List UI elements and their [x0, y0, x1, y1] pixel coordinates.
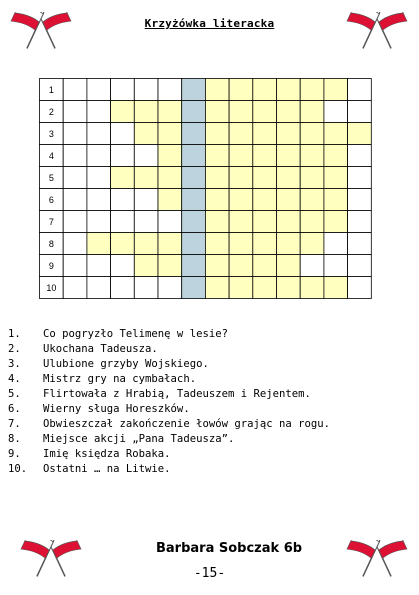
- crossword-cell: [253, 101, 277, 123]
- crossword-cell: [111, 123, 135, 145]
- question-item: [8, 402, 330, 417]
- crossword-cell: [277, 189, 301, 211]
- crossword-cell: [229, 189, 253, 211]
- key-column-cell: [182, 233, 206, 255]
- crossword-cell: [229, 277, 253, 299]
- row-label: 1: [48, 85, 54, 95]
- crossword-cell: [253, 145, 277, 167]
- row-label: 2: [48, 107, 54, 117]
- crossword-cell: [229, 101, 253, 123]
- crossword-cell: [348, 167, 372, 189]
- crossword-cell: [63, 167, 87, 189]
- crossword-cell: [134, 79, 158, 101]
- crossword-cell: [134, 255, 158, 277]
- question-text: Ulubione grzyby Wojskiego.: [43, 358, 209, 370]
- crossword-cell: [253, 189, 277, 211]
- crossword-cell: [111, 255, 135, 277]
- crossword-cell: [111, 211, 135, 233]
- key-column-cell: [182, 211, 206, 233]
- crossword-cell: [111, 101, 135, 123]
- crossword-cell: [253, 277, 277, 299]
- crossword-cell: [205, 233, 229, 255]
- crossword-cell: [205, 255, 229, 277]
- crossword-cell: [158, 123, 182, 145]
- crossword-cell: [277, 145, 301, 167]
- crossword-cell: [134, 167, 158, 189]
- crossword-cell: [158, 167, 182, 189]
- question-item: [8, 357, 330, 372]
- question-number: 8.: [8, 433, 21, 445]
- crossword-cell: [300, 211, 324, 233]
- question-text: Mistrz gry na cymbałach.: [43, 373, 197, 385]
- crossword-cell: [253, 255, 277, 277]
- question-item: [8, 417, 330, 432]
- crossword-cell: [87, 211, 111, 233]
- crossword-cell: [348, 123, 372, 145]
- crossword-cell: [324, 79, 348, 101]
- question-text: Flirtowała z Hrabią, Tadeuszem i Rejentem.: [43, 388, 311, 400]
- crossword-cell: [134, 233, 158, 255]
- crossword-cell: [63, 123, 87, 145]
- crossword-cell: [348, 255, 372, 277]
- key-column-cell: [182, 167, 206, 189]
- crossword-cell: [158, 101, 182, 123]
- crossword-cell: [63, 277, 87, 299]
- crossword-cell: [324, 101, 348, 123]
- crossword-cell: [158, 277, 182, 299]
- crossword-cell: [63, 211, 87, 233]
- crossword-cell: [134, 101, 158, 123]
- crossword-cell: [277, 101, 301, 123]
- question-text: Imię księdza Robaka.: [43, 448, 171, 460]
- question-item: [8, 432, 330, 447]
- crossword-cell: [87, 101, 111, 123]
- crossword-cell: [324, 123, 348, 145]
- question-item: [8, 327, 330, 342]
- crossword-cell: [158, 233, 182, 255]
- crossword-cell: [87, 233, 111, 255]
- question-number: 9.: [8, 448, 21, 460]
- crossword-cell: [229, 233, 253, 255]
- crossword-cell: [134, 123, 158, 145]
- question-text: Miejsce akcji „Pana Tadeusza”.: [43, 433, 235, 445]
- crossword-cell: [158, 255, 182, 277]
- question-number: 2.: [8, 343, 21, 355]
- crossword-cell: [63, 145, 87, 167]
- crossword-cell: [63, 233, 87, 255]
- question-text: Obwieszczał zakończenie łowów grając na rogu.: [43, 418, 331, 430]
- crossword-cell: [205, 79, 229, 101]
- crossword-cell: [134, 189, 158, 211]
- question-item: [8, 387, 330, 402]
- crossword-cell: [277, 255, 301, 277]
- crossword-cell: [324, 167, 348, 189]
- key-column-cell: [182, 123, 206, 145]
- crossword-cell: [111, 277, 135, 299]
- crossword-cell: [205, 123, 229, 145]
- crossword-cell: [253, 233, 277, 255]
- row-label: 8: [48, 239, 54, 249]
- crossword-cell: [87, 79, 111, 101]
- crossword-cell: [87, 277, 111, 299]
- row-label: 7: [48, 217, 54, 227]
- crossword-cell: [348, 277, 372, 299]
- crossword-cell: [348, 79, 372, 101]
- page-title: Krzyżówka literacka: [144, 17, 275, 30]
- question-number: 1.: [8, 328, 21, 340]
- crossword-cell: [111, 189, 135, 211]
- key-column-cell: [182, 277, 206, 299]
- crossword-cell: [205, 189, 229, 211]
- key-column-cell: [182, 79, 206, 101]
- crossword-cell: [348, 101, 372, 123]
- crossword-cell: [277, 79, 301, 101]
- crossword-cell: [229, 167, 253, 189]
- crossword-cell: [324, 233, 348, 255]
- crossword-cell: [229, 123, 253, 145]
- question-item: [8, 342, 330, 357]
- crossword-cell: [348, 145, 372, 167]
- question-text: Ukochana Tadeusza.: [43, 343, 158, 355]
- crossword-cell: [300, 123, 324, 145]
- crossword-cell: [63, 189, 87, 211]
- crossword-cell: [158, 211, 182, 233]
- crossword-cell: [87, 145, 111, 167]
- crossword-cell: [348, 211, 372, 233]
- crossword-cell: [205, 211, 229, 233]
- key-column-cell: [182, 255, 206, 277]
- row-label: 9: [48, 261, 54, 271]
- crossword-cell: [253, 123, 277, 145]
- crossword-cell: [253, 211, 277, 233]
- crossword-cell: [205, 145, 229, 167]
- crossword-cell: [277, 123, 301, 145]
- crossword-cell: [63, 255, 87, 277]
- crossword-cell: [111, 145, 135, 167]
- crossword-cell: [205, 101, 229, 123]
- crossword-cell: [134, 145, 158, 167]
- crossword-cell: [205, 277, 229, 299]
- crossword-cell: [158, 79, 182, 101]
- crossword-cell: [229, 145, 253, 167]
- question-text: Ostatni … na Litwie.: [43, 463, 171, 475]
- key-column-cell: [182, 101, 206, 123]
- crossword-cell: [229, 255, 253, 277]
- crossword-grid: [39, 78, 373, 300]
- crossword-cell: [324, 145, 348, 167]
- crossword-cell: [300, 255, 324, 277]
- crossword-cell: [111, 233, 135, 255]
- row-label: 3: [48, 129, 54, 139]
- question-text: Wierny sługa Horeszków.: [43, 403, 190, 415]
- page-number: -15-: [193, 566, 226, 581]
- row-label: 10: [46, 283, 57, 293]
- crossword-cell: [300, 79, 324, 101]
- crossword-cell: [205, 167, 229, 189]
- crossword-cell: [300, 167, 324, 189]
- crossword-cell: [300, 189, 324, 211]
- row-label: 6: [48, 195, 54, 205]
- crossword-cell: [324, 189, 348, 211]
- crossword-cell: [63, 79, 87, 101]
- crossword-cell: [324, 277, 348, 299]
- crossword-cell: [300, 277, 324, 299]
- question-item: [8, 462, 330, 477]
- row-label: 5: [48, 173, 54, 183]
- crossword-cell: [87, 167, 111, 189]
- crossword-cell: [134, 277, 158, 299]
- crossword-cell: [111, 167, 135, 189]
- questions-list: [8, 327, 330, 477]
- crossword-cell: [348, 189, 372, 211]
- question-number: 3.: [8, 358, 21, 370]
- question-number: 5.: [8, 388, 21, 400]
- crossword-cell: [229, 79, 253, 101]
- question-number: 6.: [8, 403, 21, 415]
- crossword-cell: [300, 233, 324, 255]
- question-number: 7.: [8, 418, 21, 430]
- question-text: Co pogryzło Telimenę w lesie?: [43, 328, 228, 340]
- row-label: 4: [48, 151, 54, 161]
- question-number: 10.: [8, 463, 28, 475]
- question-item: [8, 372, 330, 387]
- crossword-cell: [229, 211, 253, 233]
- crossword-cell: [111, 79, 135, 101]
- crossword-cell: [324, 211, 348, 233]
- crossword-cell: [253, 79, 277, 101]
- crossword-cell: [158, 145, 182, 167]
- author-name: Barbara Sobczak 6b: [156, 541, 303, 556]
- question-number: 4.: [8, 373, 21, 385]
- crossword-cell: [277, 167, 301, 189]
- crossword-cell: [63, 101, 87, 123]
- crossword-cell: [300, 101, 324, 123]
- crossword-cell: [87, 123, 111, 145]
- crossword-cell: [324, 255, 348, 277]
- crossword-cell: [348, 233, 372, 255]
- crossword-cell: [277, 277, 301, 299]
- polish-flags-top-left-icon: [9, 12, 73, 52]
- crossword-cell: [87, 189, 111, 211]
- key-column-cell: [182, 145, 206, 167]
- crossword-cell: [277, 211, 301, 233]
- polish-flags-top-right-icon: [345, 12, 409, 52]
- crossword-cell: [300, 145, 324, 167]
- crossword-cell: [87, 255, 111, 277]
- question-item: [8, 447, 330, 462]
- crossword-cell: [277, 233, 301, 255]
- crossword-cell: [253, 167, 277, 189]
- crossword-cell: [134, 211, 158, 233]
- key-column-cell: [182, 189, 206, 211]
- crossword-cell: [158, 189, 182, 211]
